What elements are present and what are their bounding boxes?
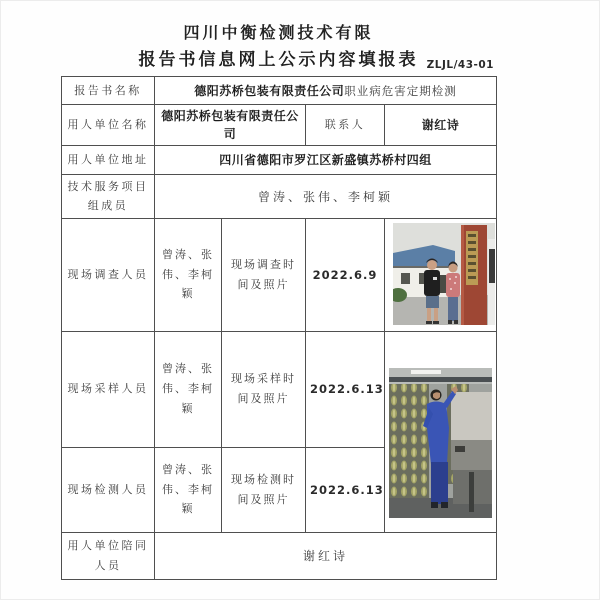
site-testing-date: 2022.6.13: [306, 447, 385, 532]
form-header: [61, 22, 496, 72]
table-row-accompanying: [62, 532, 497, 579]
disclosure-table: [61, 76, 497, 580]
site-testing-label: 现场检测人员: [62, 447, 155, 532]
site-survey-label: 现场调查人员: [62, 218, 155, 331]
project-team-value: 曾涛、张伟、李柯颖: [155, 175, 497, 219]
site-sampling-photo: [389, 368, 492, 518]
employer-address-label: 用人单位地址: [62, 146, 155, 175]
table-row-employer-name: [62, 105, 497, 146]
site-sampling-date: 2022.6.13: [306, 331, 385, 447]
table-row-site-sampling: [62, 331, 497, 447]
site-testing-time-label: 现场检测时间及照片: [222, 447, 306, 532]
report-name-suffix: 职业病危害定期检测: [344, 84, 457, 99]
site-sampling-members: 曾涛、张伟、李柯颖: [155, 331, 222, 447]
site-sampling-time-label: 现场采样时间及照片: [222, 331, 306, 447]
site-survey-members: 曾涛、张伟、李柯颖: [155, 218, 222, 331]
accompanying-value: 谢红诗: [155, 532, 497, 579]
contact-value: 谢红诗: [385, 105, 497, 146]
site-survey-photo: [393, 223, 495, 325]
employer-address-value: 四川省德阳市罗江区新盛镇苏桥村四组: [155, 146, 497, 175]
site-sampling-photo-cell: [385, 331, 497, 532]
contact-label: 联系人: [306, 105, 385, 146]
site-survey-date: 2022.6.9: [306, 218, 385, 331]
report-name-value: [155, 77, 497, 105]
company-title: 四川中衡检测技术有限: [183, 23, 374, 42]
employer-name-value: 德阳苏桥包装有限责任公司: [155, 105, 306, 146]
project-team-label: 技术服务项目组成员: [62, 175, 155, 219]
report-name-label: 报告书名称: [62, 77, 155, 105]
table-row-report-name: [62, 77, 497, 105]
table-row-project-team: [62, 175, 497, 219]
site-sampling-label: 现场采样人员: [62, 331, 155, 447]
accompanying-label: 用人单位陪同人员: [62, 532, 155, 579]
form-title-row: [61, 48, 496, 72]
employer-name-label: 用人单位名称: [62, 105, 155, 146]
document-code: ZLJL/43-01: [426, 59, 494, 71]
form-title: 报告书信息网上公示内容填报表: [138, 50, 419, 70]
site-testing-members: 曾涛、张伟、李柯颖: [155, 447, 222, 532]
report-name-company: 德阳苏桥包装有限责任公司: [194, 84, 345, 99]
site-survey-time-label: 现场调查时间及照片: [222, 218, 306, 331]
table-row-site-survey: [62, 218, 497, 331]
site-survey-photo-cell: [385, 218, 497, 331]
table-row-employer-address: [62, 146, 497, 175]
